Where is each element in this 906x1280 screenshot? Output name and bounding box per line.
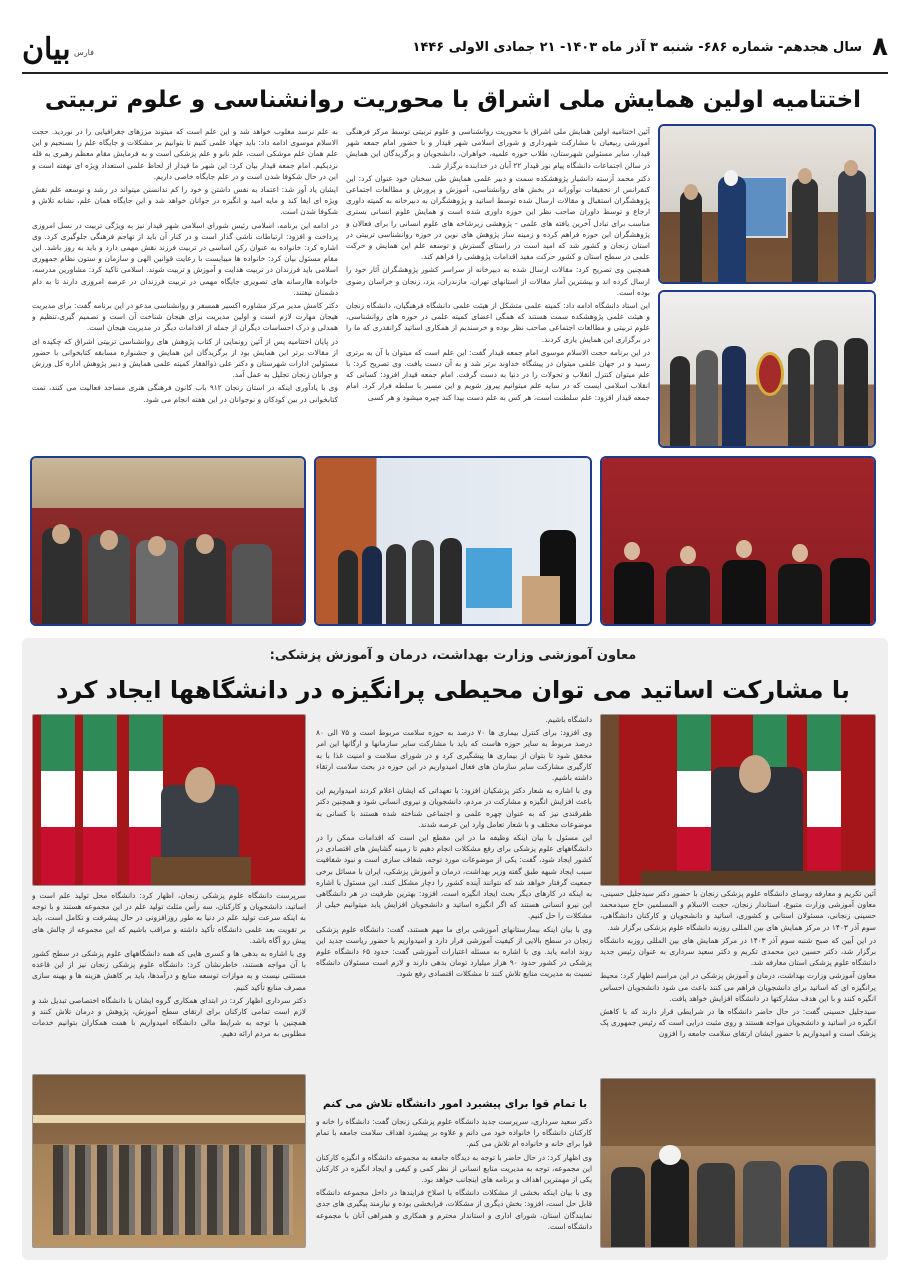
story2-paragraph: آئین تکریم و معارفه روسای دانشگاه علوم پزشکی زنجان با حضور دکتر سیدجلیل حسینی، معاون آموزشی وزارت متبوع، استاندار زنجان، حجت الاسلام و المسلمین حاج سیدمحمد حسینی زنجانی، مسئولان استانی و کشوری، اساتید و دانشجویان و کارکنان دانشگاهی، سوم آذر ۱۴۰۳ در مرکز همایش های بین المللی روزبه دانشگاه علوم پزشکی برگزار شد. (600, 889, 876, 932)
story1-paragraph: ایشان یاد آور شد: اعتماد به نفس داشتن و خود را کم ندانستن میتواند در رشد و توسعه علم نقش ویژه ای ایفا کند و مایه امید و انگیزه در جوانان خواهد شد و این جایگاه همان علم، نشانه تلاش و شکوفا شدن است. (32, 185, 338, 217)
newspaper-logo: بیان (22, 32, 71, 67)
issue-line: سال هجدهم- شماره ۶۸۶- شنبه ۳ آذر ماه ۱۴۰۳- ۲۱ جمادی الاولی ۱۴۴۶ (412, 40, 862, 55)
story2-paragraph: سرپرست دانشگاه علوم پزشکی زنجان، اظهار کرد: دانشگاه محل تولید علم است و اساتید، دانشجویان و کارکنان، سه رأس مثلث تولید علم در این مجموعه هستند و با توجه به اینکه سرعت تولید علم در دنیا به طور روزافزونی در حال پیشرفت و تکامل است، باید بر تقویت بعد علمی دانشگاه تأکید داشته و مراقب باشیم که این مجموعه از چالش های پیش رو آگاه باشد. (32, 891, 306, 945)
photo-award-ceremony-stage (658, 124, 876, 284)
story2-paragraph: دانشگاه باشیم. (545, 715, 592, 724)
page-number: ۸ (872, 32, 888, 62)
photo-audience-women (600, 456, 876, 626)
story2-paragraph: وی با بیان اینکه بخشی از مشکلات دانشگاه با اصلاح فرایندها در داخل مجموعه دانشگاه قابل حل است، افزود: بخش دیگری از مشکلات، فرابخشی بوده و نیازمند پیگیری های جدی نمایندگان استان، شورای اداری و استاندار محترم و همکاری و همراهی آنان با مجموعه دانشگاه است. (316, 1188, 592, 1231)
story1-paragraph: همچنین وی تصریح کرد: مقالات ارسال شده به دبیرخانه از سراسر کشور پژوهشگران آثار خود را ارسال کرده اند و بیشترین آمار مقالات از استانهای تهران، مازندران، یزد، زنجان و خراسان رضوی بوده است. (346, 265, 650, 297)
story2-column-right-top (600, 888, 876, 1076)
story2-column-middle (316, 714, 592, 1094)
story2-paragraph: در این آیین که صبح شنبه سوم آذر ۱۴۰۳ در مرکز همایش های بین المللی روزبه دانشگاه برگزار شد، دکتر حسین دین محمدی تکریم و دکتر سعید سرداری به عنوان رئیس جدید دانشگاه علوم پزشکی استان معارفه شد. (600, 935, 876, 968)
story2-paragraph: این مسئول با بیان اینکه وظیفه ما در این مقطع این است که اقدامات ممکن را در دانشگاههای علوم پزشکی برای رفع مشکلات انجام دهیم تا زمینه گشایش های اقتصادی در کشور ایجاد شود، گفت: یکی از موضوعات مورد توجه، شفاف سازی است و نبود شفافیت سبب ایجاد شبهه طبق گفته وزیر بهداشت، درمان و آموزش پزشکی، ایران با مسائل برخی جمعیت گرفتار خواهد شد که نتوانند آینده کشور را دچار مشکل کنند. این مسئول با اشاره به اینکه در کارهای دیگر بحث ایجاد انگیزه است، افزود: بهترین ظرفیت در هر دانشگاهی این نیرو انسانی هستند که اگر انگیزه اساتید و دانشجویان افزایش یابد میتوانیم خیلی از مشکلات را حل کنیم. (316, 833, 592, 921)
story2-paragraph: وی با بیان اینکه بیمارستانهای آموزشی برای ما مهم هستند، گفت: دانشگاه علوم پزشکی زنجان در سطح بالایی از کیفیت آموزشی قرار دارد و امیدواریم با حضور ریاست جدید این روند ادامه یابد. وی با اشاره به مسئله اعتبارات آموزشی گفت: حدود ۶۵ دانشگاه علوم پزشکی در کشور حدود ۹۰ هزار میلیارد تومان بدهی دارند و لازم است مسئولان دانشگاه نسبت به مدیریت منابع تلاش کنند تا مشکلات اقتصادی رفع شود. (316, 924, 592, 979)
story2-paragraph: دکتر سعید سرداری، سرپرست جدید دانشگاه علوم پزشکی زنجان گفت: دانشگاه را خانه و کارکنان دانشگاه را خانواده خود می دانم و علاوه بر پیشبرد اهداف سلامت جامعه با تمام قوا برای خانه و خانواده ام تلاش می کنم. (316, 1117, 592, 1149)
photo-hall-audience-wide (32, 1074, 306, 1248)
photo-honoree-group (658, 290, 876, 448)
newspaper-logo-sub: فارس (74, 48, 94, 57)
story2-paragraph: دکتر سرداری اظهار کرد: در ابتدای همکاری گروه ایشان با دانشگاه اختصاصی تبدیل شد و لازم است تمامی کارکنان برای ارتقای سطح آموزش، پژوهش و درمان تلاش کنند و همچنین با توجه به شرایط مالی دانشگاه امیدواریم با همت همکاران بتوانیم خدمات مطلوبی به مردم ارائه دهیم. (32, 995, 306, 1039)
story2-paragraph: سیدجلیل حسینی گفت: در حال حاضر دانشگاه ها در شرایطی قرار دارند که با کاهش انگیزه در اساتید و دانشجویان مواجه هستند و روی مثبت درایی است که رئیس جمهوری پک پزشک است و امیدواریم با حضور ایشان ارتقای سلامت جامعه را افزون (600, 1007, 876, 1039)
story1-column-left (32, 126, 338, 446)
photo-speaker-podium (314, 456, 592, 626)
story2-subhead: با تمام قوا برای پیشبرد امور دانشگاه تلاش می کنم (322, 1098, 588, 1110)
story2-paragraph: وی افزود: برای کنترل بیماری ها ۷۰ درصد به حوزه سلامت مربوط است و ۷۵ الی ۸۰ درصد مربوط به سایر حوزه هاست که باید با مشارکت سایر سازمانها و ارگانها این امر محقق شود تا بتوان از بیماری ها پیشگیری کرد و در شورای سلامت و امنیت غذا با به کارگیری مشارکت سایر سازمان های فعال امیدواریم در این حوزه در بحث سلامت ارتقاء داشته باشیم. (316, 728, 592, 783)
photo-front-row-officials (600, 1078, 876, 1248)
story1-column-right (346, 126, 650, 446)
story1-headline: اختتامیه اولین همایش ملی اشراق با محوریت روانشناسی و علوم تربیتی (44, 87, 862, 113)
photo-speaker-flags-left (32, 714, 306, 886)
masthead-rule (22, 72, 888, 74)
story2-paragraph: وی با اشاره به بدهی ها و کسری هایی که همه دانشگاههای علوم پزشکی در سطح کشور با آن مواجه هستند، خاطرنشان کرد: دانشگاه علوم پزشکی زنجان نیز از این قاعده مستثنی نیست و به موازات توسعه منابع و درآمدها، باید بر کاهش هزینه ها و بهینه سازی مصرف منابع تأکید کنیم. (32, 949, 306, 992)
story1-paragraph: در این برنامه حجت الاسلام موسوی امام جمعه قیدار گفت: این علم است که میتوان با آن به برتری رسید و در جهان علمی میتوان در پیشگاه خداوند برتر شد و به آن دست یافت. وی تصریح کرد: با علم میتوان کنترل انقلاب و تحولات را در دنیا به دست گرفت. امام جمعه قیدار افزود: کسانی که انقلاب اسلامی ایست که در سایه علم میتوانیم پیروز شویم و این مسیر با سلطه فرار کرد. امام جمعه قیدار افزود: علم سلطنت است، هر کس به علم دست یپدا کند چیره میشود و هر کسی (346, 347, 650, 402)
story1-paragraph: آئین اختتامیه اولین همایش ملی اشراق با محوریت روانشناسی و علوم تربیتی توسط مرکز فرهنگی آموزشی ربیعیان با مشارکت شهرداری و شورای اسلامی شهر قیدار و با حضور امام جمعه شهر قیدار، سایر مسئولین شهرستان، طلاب حوزه علمیه، خواهران، دانشجویان و برگزیدگان این همایش در سالن اجتماعات دانشگاه پیام نور قیدار ۲۲ آبان در خدابنده برگزار شد. (346, 127, 650, 170)
story1-paragraph: وی با یادآوری اینکه در استان زنجان ۹۱۲ باب کانون فرهنگی هنری مساجد فعالیت می کنند، تمت کتابخوانی در بین کودکان و نوجوانان در این هفته انجام می شود. (32, 383, 338, 404)
masthead (22, 34, 888, 70)
story2-paragraph: وی اظهار کرد: در حال حاضر با توجه به دیدگاه جامعه به مجموعه دانشگاه و انگیزه کارکنان این مجموعه، توجه به مدیریت منابع انسانی از نظر کمی و کیفی و ایجاد انگیزه در کارکنان یکی از مهمترین اهداف و برنامه های اینجانب خواهد بود. (316, 1152, 592, 1185)
story2-paragraph: معاون آموزشی وزارت بهداشت، درمان و آموزش پزشکی در این مراسم اظهار کرد: محیط پرانگیزه ای که اساتید برای دانشجویان فراهم می کنند باعث می شود دانشجویان احساس انگیزه کنند و با این هدف مشارکتها در دانشگاه افزایش خواهد یافت. (600, 971, 876, 1003)
story2-kicker: معاون آموزشی وزارت بهداشت، درمان و آموزش پزشکی: (269, 648, 637, 663)
story2-paragraph: وی با اشاره به شعار دکتر پزشکیان افزود: با تعهداتی که ایشان اعلام کردند امیدواریم این باعث افزایش انگیزه و مشارکت در مردم، دانشجویان و نیروی انسانی شود و همچنین دکتر ظفرقندی نیز که به عنوان چهره علمی و اجتماعی شناخته شده هستند با کسانی به موضوعات مختلف و با شعار تعامل وارد این عرصه شدند. (316, 786, 592, 829)
photo-audience-men (30, 456, 306, 626)
story1-paragraph: دکتر محمد آرسته دانشیار پژوهشکده سمت و دبیر علمی همایش طی سخنان خود عنوان کرد: این کنفرانس از تحقیقات نوآورانه در بخش های روانشناسی، آموزش و پرورش و مطالعات اجتماعی پژوهشگران استقبال و مقالات ارسال شده توسط اساتید و پژوهشگران به دبیرخانه به کمیته داوری ارجاع و توسط داوران صاحب نظر این حوزه داوری شده است و همایش علوم انسانی بستری مناسب برای تبادل آخرین یافته های علمی - پژوهشی زیرشاخه های علوم انسانی را برای فعالان و پژوهشگران این حوزه فراهم کرده و زمینه ساز پژوهش های نوین در حوزه روانشناسی تربیتی در استان زنجان و کشور شد که امید است در راستای گسترش و توسعه علم این همایش و حرکت علمی در سطح استان و کشور حرکت مفید اقدامات پژوهشی را فراهم کند. (346, 173, 650, 262)
photo-speaker-flags-right (600, 714, 876, 886)
story1-paragraph: دکتر کامش مدیر مرکز مشاوره اکسیر همسفر و روانشناسی مدعو در این برنامه گفت: برای مدیریت هیجان مهارت لازم است و اولین مدیریت برای هیجان شناخت آن است و تصمیم گیری،تنظیم و همدلی و درک احساسات دیگران از جمله از اقدامات دیگر در مدیریت هیجان است. (32, 301, 338, 333)
story1-paragraph: به علم نرسد مغلوب خواهد شد و این علم است که میتوند مرزهای جغرافیایی را در نوردید. حجت الاسلام موسوی ادامه داد: باید جهاد علمی کنیم تا بتوانیم بر مشکلات و جایگاه علم را بسنجیم و این علم همان علم موشکی است، علم نانو و علم پزشکی است و به فرمایش مقام معظم رهبری به قله نزدیکیم. امام جمعه قیدار بیان کرد: این شهر ما قیدار از لحاظ علمی استعداد ویژه ای نهفته است و این در حال شکوفا شدن است و در علم جایگاه خاصی داریم. (32, 127, 338, 181)
story2-column-bottom-middle (316, 1116, 592, 1250)
story2-column-left-top (32, 890, 306, 1070)
story2-headline: با مشارکت اساتید می توان محیطی پرانگیزه در دانشگاهها ایجاد کرد (56, 676, 850, 704)
story1-paragraph: این استاد دانشگاه ادامه داد: کمیته علمی متشکل از هیئت علمی دانشگاه فرهنگیان، دانشگاه زنجان و هیئت علمی پژوهشکده سمت هستند که همگی اعضای کمیته علمی در حوزه های روانشناسی، علوم تربیتی و مطالعات اجتماعی صاحب نظر بوده و خرسندیم از همکاری اساتید گرانقدری که ما را در برگزاری این همایش یاری کردند. (346, 301, 650, 344)
story1-paragraph: در ادامه این برنامه، اسلامی رئیس شورای اسلامی شهر قیدار نیز به ویژگی تربیت در نسل امروزی پرداخت و افزود: ارتباطات ناشی گذار است و در کنار آن باید از تهاجم فرهنگی جلوگیری کرد. وی اشاره کرد: خانواده به عنوان رکن اساسی در تربیت فرزند نقش مهمی دارد و باید به روز باشد. این مقام مسئول بیان کرد: خانواده ها میبایست با رعایت قوانین الهی و سازمان و ستون نظام جمهوری اسلامی باید فرزندان در تربیت هدایت و آموزش و تربیت شوند. اسلامی تاکید کرد: مشاورین مدرسه، خانواده هاارسانه های تصویری جایگاه مهمی در تربیت فرزندان در عرصه امروزی دارند تا به دام دشمنان نیفتند. (32, 220, 338, 297)
story1-paragraph: در پایان اختتامیه پس از آئین رونمایی از کتاب پژوهش های روانشناسی تربیتی اشراق که چکیده ای از مقالات برتر این همایش بود از برگزیدگان این همایش و جشنواره مسابقه کتابخوانی با حضور مسئولین ادارات شهرستان و دکتر علی ذوالفقار کمیته علمی همایش و دبیر پژوهش اداره کل ورزش و جوانان زنجان تجلیل به عمل آمد. (32, 336, 338, 380)
